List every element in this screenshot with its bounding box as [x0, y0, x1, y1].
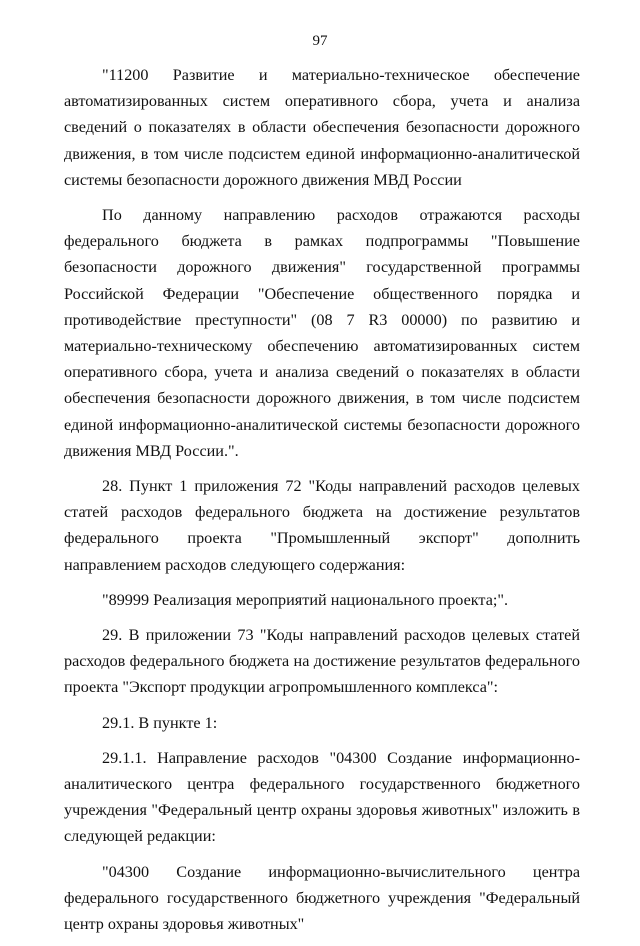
- paragraph-11200-heading: "11200 Развитие и материально-техническое обеспечение автоматизированных систем оперативного сбора, учета и анализа сведений о показателях в области обеспечения безопасности дорожного движения, в том числе подсистем единой информационно-аналитической системы безопасности дорожного движения МВД России: [64, 66, 580, 189]
- paragraph-item-28: 28. Пункт 1 приложения 72 "Коды направлений расходов целевых статей расходов федерального бюджета на достижение результатов федерального проекта "Промышленный экспорт" дополнить направлением расходов следующего содержания:: [64, 477, 580, 574]
- paragraph-89999: "89999 Реализация мероприятий национального проекта;".: [102, 590, 509, 609]
- document-body: [64, 62, 580, 946]
- paragraph-11200-description: По данному направлению расходов отражаются расходы федерального бюджета в рамках подпрограммы "Повышение безопасности дорожного движения" государственной программы Российской Федерации "Обеспечение общественного порядка и противодействие преступности" (08 7 R3 00000) по развитию и материально-техническому обеспечению автоматизированных систем оперативного сбора, учета и анализа сведений о показателях в области обеспечения безопасности дорожного движения, в том числе подсистем единой информационно-аналитической системы безопасности дорожного движения МВД России.".: [64, 206, 580, 460]
- paragraph-item-29-1-1: 29.1.1. Направление расходов "04300 Создание информационно-аналитического центра федерального государственного бюджетного учреждения "Федеральный центр охраны здоровья животных" изложить в следующей редакции:: [64, 748, 580, 846]
- paragraph-item-29-1: 29.1. В пункте 1:: [102, 713, 218, 732]
- paragraph-04300: "04300 Создание информационно-вычислительного центра федерального государственного бюджетного учреждения "Федеральный центр охраны здоровья животных": [64, 862, 580, 934]
- paragraph-item-29: 29. В приложении 73 "Коды направлений расходов целевых статей расходов федерального бюджета на достижение результатов федерального проекта "Экспорт продукции агропромышленного комплекса":: [64, 626, 580, 697]
- page-number: 97: [312, 33, 328, 49]
